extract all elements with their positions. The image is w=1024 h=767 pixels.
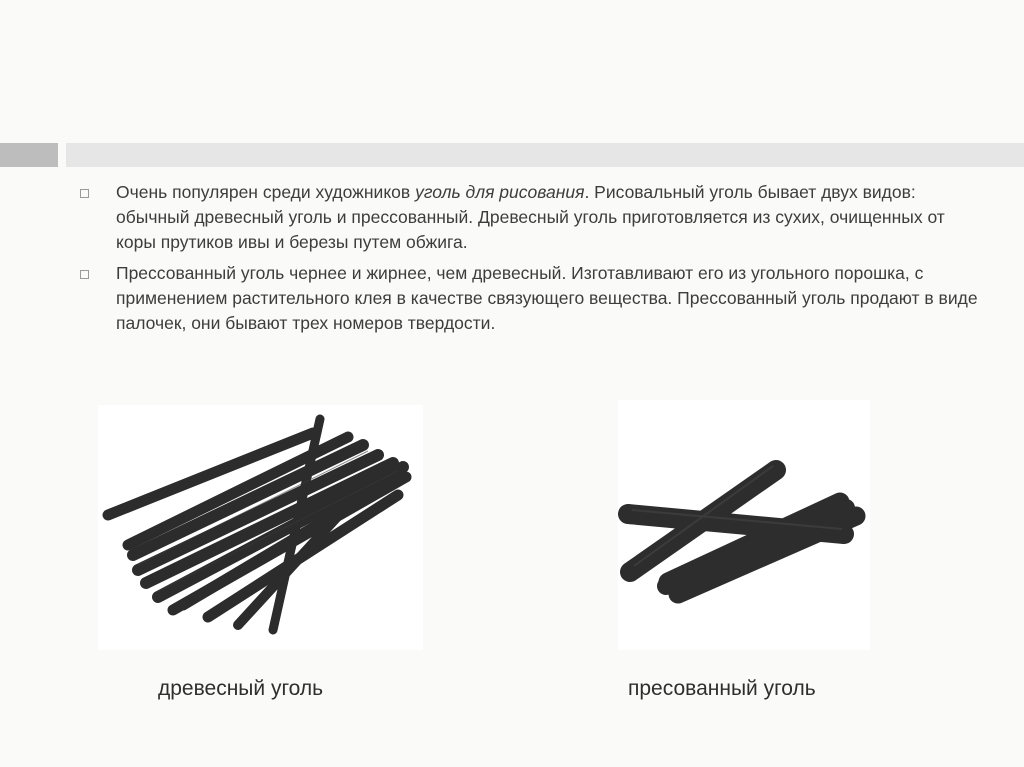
paragraph-1-start: Очень популярен среди художников xyxy=(116,182,416,202)
paragraph-1-emphasis: уголь для рисования xyxy=(415,182,585,202)
bullet-item-2 xyxy=(78,261,978,336)
square-bullet-icon xyxy=(80,270,89,279)
bullet-list xyxy=(78,180,978,342)
square-bullet-icon xyxy=(80,189,89,198)
header-bar xyxy=(66,143,1024,167)
header-accent-bar xyxy=(0,143,58,167)
wood-charcoal-sticks xyxy=(98,405,423,650)
pressed-charcoal-sticks xyxy=(618,400,870,650)
wood-charcoal-image xyxy=(98,405,423,650)
pressed-charcoal-image xyxy=(618,400,870,650)
bullet-item-1 xyxy=(78,180,978,255)
paragraph-2-text: Прессованный уголь чернее и жирнее, чем древесный. Изготавливают его из угольного порошка, с применением растительного клея в качестве связующего вещества. Прессованный уголь продают в виде палочек, они бывают трех номеров твердости. xyxy=(116,263,978,333)
paragraph-1-text xyxy=(116,182,945,252)
paragraph-1-end: . Рисовальный уголь бывает двух видов: обычный древесный уголь и прессованный. Древесный уголь приготовляется из сухих, очищенных от коры прутиков ивы и березы путем обжига. xyxy=(116,182,945,252)
pressed-charcoal-caption: пресованный уголь xyxy=(628,677,816,700)
wood-charcoal-caption: древесный уголь xyxy=(158,677,324,700)
